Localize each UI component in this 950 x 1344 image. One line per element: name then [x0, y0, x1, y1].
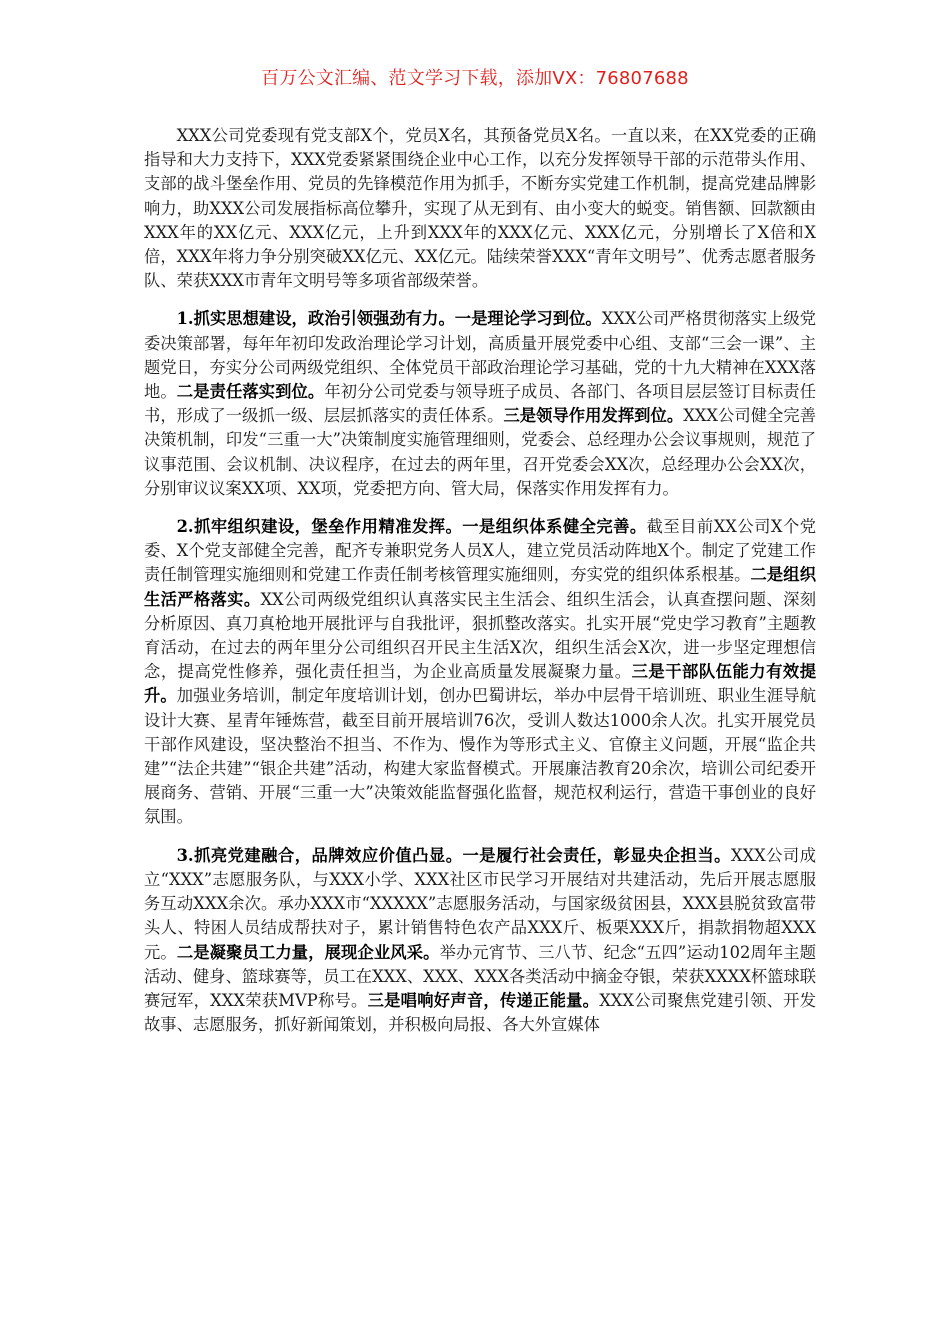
- section-3-point-3-lead: 三是唱响好声音，传递正能量。: [367, 990, 600, 1010]
- section-2-point-2-text: XX公司两级党组织认真落实民主生活会、组织生活会，认真查摆问题、深刻分析原因、真刀真枪地开展批评与自我批评，狠抓整改落实。扎实开展“党史学习教育”主题教育活动，在过去的两年里分公司组织召开民主生活X次，组织生活会X次，进一步坚定理想信念，提高党性修养，强化责任担当，为企业高质量发展凝聚力量。: [144, 589, 816, 682]
- section-2-point-1-lead: 一是组织体系健全完善。: [462, 517, 647, 537]
- section-1-heading: 1.抓实思想建设，政治引领强劲有力。: [176, 309, 455, 329]
- section-3-point-2-text: 举办元宵节、三八节、纪念“五四”运动102周年主题活动、健身、篮球赛等，员工在XXX、XXX、XXX各类活动中摘金夺银，荣获XXXX杯篮球联赛冠军，XXX荣获MVP称号。: [144, 942, 816, 1010]
- section-2-point-1-text: 截至目前XX公司X个党委、X个党支部健全完善，配齐专兼职党务人员X人，建立党员活动阵地X个。制定了党建工作责任制管理实施细则和党建工作责任制考核管理实施细则，夯实党的组织体系根基。: [144, 517, 817, 585]
- section-3-point-2-lead: 二是凝聚员工力量，展现企业风采。: [176, 942, 440, 962]
- section-1-paragraph: [144, 307, 816, 501]
- section-3-point-1-text: XXX公司成立“XXX”志愿服务队，与XXX小学、XXX社区市民学习开展结对共建活动，先后开展志愿服务互动XXX余次。承办XXX市“XXXXX”志愿服务活动，与国家级贫困县，XXX县脱贫致富带头人、特困人员结成帮扶对子，累计销售特色农产品XXX斤、板栗XXX斤，捐款捐物超XXX元。: [144, 845, 816, 962]
- document-body: [144, 124, 816, 1049]
- section-2-paragraph: [144, 515, 816, 830]
- section-2-heading: 2.抓牢组织建设，堡垒作用精准发挥。: [176, 517, 463, 537]
- section-1-point-1-lead: 一是理论学习到位。: [454, 309, 602, 329]
- header-watermark: 百万公文汇编、范文学习下载，添加VX：76807688: [261, 68, 689, 89]
- section-2-point-3-text: 加强业务培训，制定年度培训计划，创办巴蜀讲坛，举办中层骨干培训班、职业生涯导航设计大赛、星青年锤炼营，截至目前开展培训76次，受训人数达1000余人次。扎实开展党员干部作风建设，坚决整治不担当、不作为、慢作为等形式主义、官僚主义问题，开展“监企共建”“法企共建”“银企共建”活动，构建大家监督模式。开展廉洁教育20余次，培训公司纪委开展商务、营销、开展“三重一大”决策效能监督强化监督，规范权利运行，营造干事创业的良好氛围。: [144, 686, 816, 827]
- section-1-point-1-text: XXX公司严格贯彻落实上级党委决策部署，每年年初印发政治理论学习计划，高质量开展党委中心组、支部“三会一课”、主题党日，夯实分公司两级党组织、全体党员干部政治理论学习基础，党的十九大精神在XXX落地。: [144, 309, 816, 402]
- section-3-paragraph: [144, 844, 816, 1038]
- section-3-point-1-lead: 一是履行社会责任，彰显央企担当。: [462, 845, 731, 865]
- section-1-point-3-lead: 三是领导作用发挥到位。: [503, 406, 684, 426]
- section-2-point-3-lead: 三是干部队伍能力有效提升。: [144, 662, 816, 706]
- section-1-point-3-text: XXX公司健全完善决策机制，印发“三重一大”决策制度实施管理细则，党委会、总经理办公会议事规则，规范了议事范围、会议机制、决议程序，在过去的两年里，召开党委会XX次，总经理办公会XX次，分别审议议案XX项、XX项，党委把方向、管大局，保落实作用发挥有力。: [144, 406, 816, 498]
- intro-paragraph: XXX公司党委现有党支部X个，党员X名，其预备党员X名。一直以来，在XX党委的正确指导和大力支持下，XXX党委紧紧围绕企业中心工作，以充分发挥领导干部的示范带头作用、支部的战斗堡垒作用、党员的先锋模范作用为抓手，不断夯实党建工作机制，提高党建品牌影响力，助XXX公司发展指标高位攀升，实现了从无到有、由小变大的蜕变。销售额、回款额由XXX年的XX亿元、XXX亿元，上升到XXX年的XXX亿元、XXX亿元，分别增长了X倍和X倍，XXX年将力争分别突破XX亿元、XX亿元。陆续荣誉XXX“青年文明号”、优秀志愿者服务队、荣获XXX市青年文明号等多项省部级荣誉。: [144, 126, 816, 291]
- section-2-point-2-lead: 二是组织生活严格落实。: [144, 565, 816, 609]
- section-1-point-2-lead: 二是责任落实到位。: [176, 382, 325, 402]
- section-3-heading: 3.抓亮党建融合，品牌效应价值凸显。: [176, 845, 463, 865]
- section-3-point-3-text: XXX公司聚焦党建引领、开发故事、志愿服务，抓好新闻策划，并积极向局报、各大外宣媒体: [144, 990, 816, 1035]
- section-1-point-2-text: 年初分公司党委与领导班子成员、各部门、各项目层层签订目标责任书，形成了一级抓一级、层层抓落实的责任体系。: [144, 382, 816, 426]
